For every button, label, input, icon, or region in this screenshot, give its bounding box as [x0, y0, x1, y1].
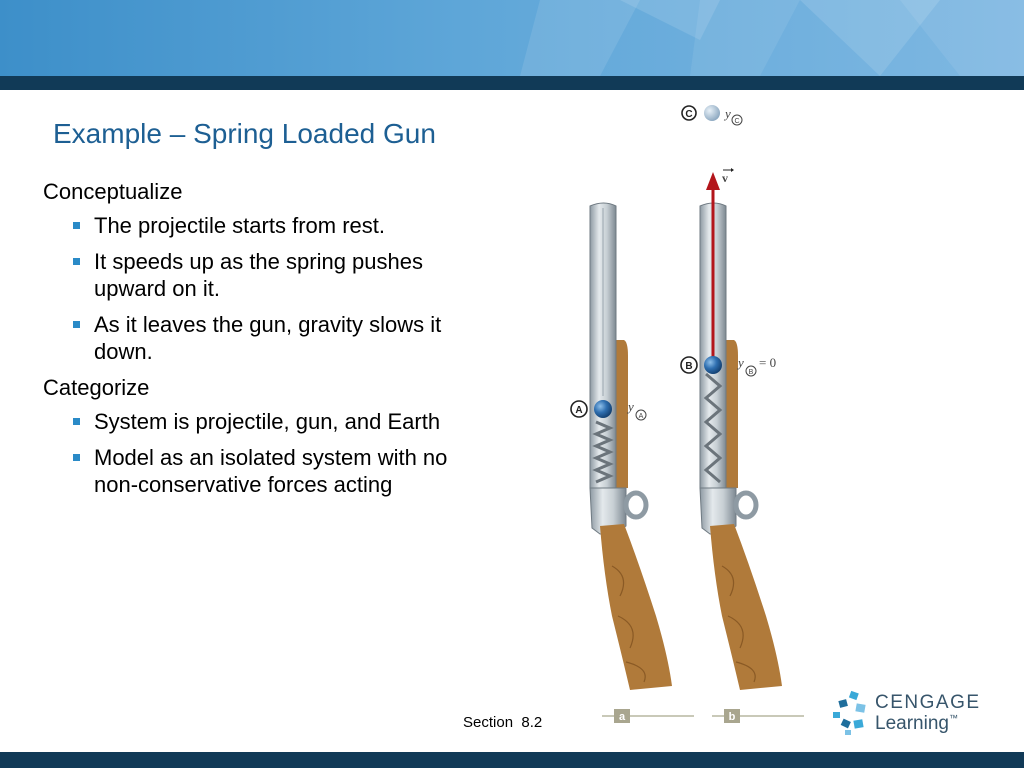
gun-a — [571, 203, 672, 690]
projectile-b-icon — [704, 356, 722, 374]
bullet-marker — [73, 418, 80, 425]
y-c-label: y — [725, 106, 731, 121]
y-b-subscript: B — [748, 369, 754, 376]
bullet-marker — [73, 321, 80, 328]
slide-title: Example – Spring Loaded Gun — [53, 118, 436, 149]
velocity-label: v — [722, 171, 728, 185]
panel-a-label: a — [618, 711, 626, 723]
bullet-marker — [73, 454, 80, 461]
point-a-label: A — [575, 405, 583, 416]
logo-learning-text: Learning — [875, 713, 949, 734]
section-heading-conceptualize: Conceptualize — [43, 179, 183, 204]
logo-wordmark-bottom — [875, 713, 958, 735]
panel-labels — [602, 709, 804, 723]
bullet-item — [43, 311, 488, 365]
y-b-label: y — [738, 355, 744, 370]
section-label: Section 8.2 — [463, 714, 543, 731]
bullet-text: As it leaves the gun, gravity slows it down. — [94, 312, 442, 364]
cengage-logo — [830, 690, 990, 740]
y-c-subscript: C — [734, 118, 740, 125]
header-band — [0, 0, 1024, 76]
header-decoration — [0, 0, 1024, 76]
bullet-text: Model as an isolated system with no non-conservative forces acting — [94, 445, 448, 497]
point-c-label: C — [685, 109, 693, 120]
projectile-ghost-icon — [704, 105, 720, 121]
point-c-group — [682, 105, 742, 125]
bullet-text: System is projectile, gun, and Earth — [94, 409, 441, 434]
gun-b — [681, 168, 782, 690]
bullet-marker — [73, 222, 80, 229]
point-b-label: B — [685, 361, 693, 372]
logo-wordmark-top: CENGAGE — [875, 692, 981, 713]
conceptualize-bullets — [43, 212, 488, 365]
y-a-subscript: A — [638, 413, 644, 420]
header-rule — [0, 76, 1024, 90]
spring-gun-figure — [560, 96, 820, 736]
cengage-logo-icon — [830, 690, 870, 738]
footer-bar — [0, 752, 1024, 768]
bullet-item — [43, 248, 488, 302]
section-heading-categorize: Categorize — [43, 375, 150, 400]
panel-b-label: b — [728, 711, 736, 723]
y-b-value: = 0 — [759, 355, 777, 370]
bullet-item — [43, 408, 488, 435]
projectile-a-icon — [594, 400, 612, 418]
categorize-bullets — [43, 408, 488, 498]
arrowhead-icon — [706, 172, 720, 190]
bullet-item — [43, 212, 488, 239]
bullet-text: The projectile starts from rest. — [94, 213, 385, 238]
y-a-label: y — [628, 399, 634, 414]
trademark-symbol: ™ — [948, 713, 958, 723]
bullet-marker — [73, 258, 80, 265]
bullet-text: It speeds up as the spring pushes upward on it. — [94, 249, 423, 301]
bullet-item — [43, 444, 488, 498]
slide-body — [43, 178, 488, 507]
